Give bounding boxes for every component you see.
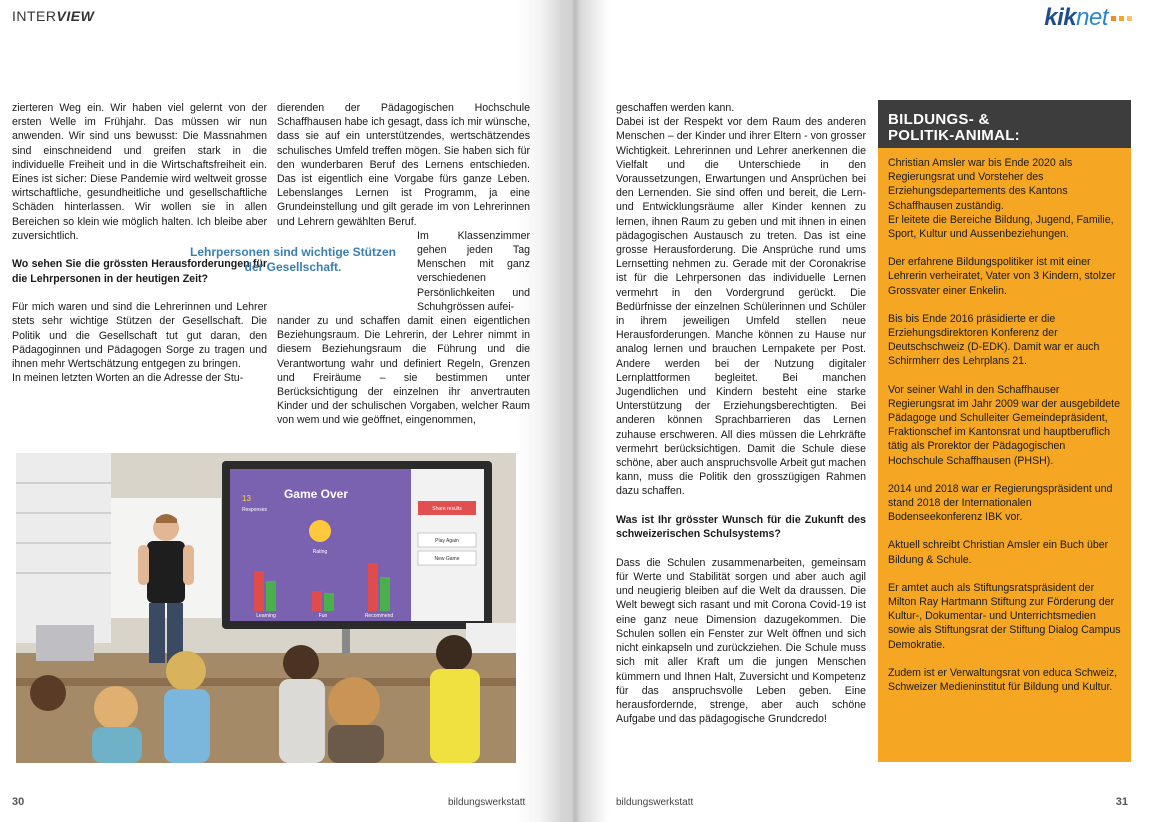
sidebar-body [878, 148, 1131, 716]
article-column-3 [616, 101, 866, 726]
paragraph: Dass die Schulen zusammenarbeiten, gemeinsam für Werte und Stabilität sorgen und aber auch agil und neugierig bleiben auf die Welt da draussen. Die Welt bewegt sich rasant und mit Corona Covid-19 ist eine ganz neue Dimension dazugekommen. Die Schulen sollen ein Fenster zur Welt öffnen und sich nicht einkapseln und zurückziehen. Die Schule muss sich mit aller Kraft um die jungen Menschen kümmern und Ihnen Halt, Zuversicht und Kompetenz für das anspruchsvolle Leben geben. Eine herausfordernde, strenge, aber auch schöne Aufgabe und das pädagogische Grundcredo! [616, 556, 866, 726]
section-tag-bold: VIEW [56, 8, 95, 24]
paragraph: In meinen letzten Worten an die Adresse der Stu- [12, 372, 244, 385]
interview-question: Was ist Ihr grösster Wunsch für die Zukunft des schweizerischen Schulsystems? [616, 513, 866, 541]
screen-label-fun: Fun [318, 613, 328, 619]
classroom-photo [16, 453, 516, 763]
sidebar-paragraph: Der erfahrene Bildungspolitiker ist mit einer Lehrerin verheiratet, Vater von 3 Kindern, stolzer Grossvater einer Enkelin. [888, 256, 1116, 297]
screen-label-learning: Learning [256, 613, 276, 619]
paragraph: Für mich waren und sind die Lehrerinnen und Lehrer stets sehr wichtige Stützen der Gesellschaft. Die Politik und die Gesellschaft tut gut daran, den Pädagoginnen und Pädagogen Sorge zu tragen und ihnen mehr Wertschätzung entgegen zu bringen. [12, 301, 267, 371]
screen-count-label: Responses [242, 507, 268, 513]
sidebar-paragraph: Er amtet auch als Stiftungsratspräsident der Milton Ray Hartmann Stiftung zur Förderung der Kultur-, Dokumentar- und Unterrichtsmedien sowie als Stiftungsrat der Stiftung Dialog Campus Demokratie. [888, 581, 1121, 651]
paragraph: geschaffen werden kann. [616, 102, 735, 114]
sidebar-paragraph: Zudem ist er Verwaltungsrat von educa Schweiz, Schweizer Medieninstitut für Bildung und Kultur. [888, 666, 1118, 694]
sidebar-header [878, 100, 1131, 148]
section-tag [12, 8, 94, 24]
logo-dots-icon [1111, 16, 1132, 21]
footer-publication: bildungswerkstatt [616, 797, 694, 808]
logo-net: net [1076, 4, 1108, 31]
section-tag-light: INTER [12, 8, 57, 24]
screen-label-rating: Rating [312, 549, 328, 555]
sidebar-paragraph: Bis bis Ende 2016 präsidierte er die Erziehungsdirektoren Konferenz der Deutschschweiz (D-EDK). Damit war er auch Schirmherr des Lehrplans 21. [888, 312, 1100, 368]
paragraph: Dabei ist der Respekt vor dem Raum des anderen Menschen – der Kinder und ihrer Eltern - von grosser Wichtigkeit. Lehrerinnen und Lehrer anerkennen die Vielfalt und die Unterschiede in den Voraussetzungen, Erwartungen und Ansprüchen bei den Lernenden. Sie sind offen und bereit, die Lern- und Entwicklungsräume aller Kinder kennen zu lernen, ihnen Raum zu geben und mit ihnen in einen pädagogischen Austausch zu treten. Das ist eine grosse Herausforderung. Die Ansprüche rund ums Lernsetting nehmen zu. Gerade mit der Coronakrise ist für die Lehrpersonen das individuelle Lernen vermehrt in den Vordergrund gerückt. Die Bedürfnisse der einzelnen Schülerinnen und Schüler in ihrem jeweiligen Umfeld stellen neue Herausforderungen. Manche können zu Hause nur analog lernen und brauchen Lernpakete per Post. Andere werden bei der Nutzung digitaler Lernplattformen begleitet. Bei manchen Jugendlichen und Kindern besteht eine starke Unterstützung der Erziehungsberechtigten. Bei anderen können Sprachbarrieren das Lernen zuhause erschweren. All dies müssen die Lehrkräfte vermehrt berücksichtigen. Damit die Schule diese schöne, aber auch anspruchsvolle Arbeit gut machen kann, muss die Politik den grosszügigen Rahmen dazu schaffen. [616, 116, 866, 498]
footer-publication: bildungswerkstatt [448, 797, 526, 808]
screen-button-share: Share results [432, 506, 462, 512]
article-column-1 [12, 101, 267, 385]
sidebar-paragraph: Christian Amsler war bis Ende 2020 als Regierungsrat und Vorsteher des Erziehungsdepartements des Kantons Schaffhausen zuständig. Er leitete die Bereiche Bildung, Jugend, Familie, Sport, Kultur und Aussenbeziehungen. [888, 157, 1114, 241]
interview-question: Wo sehen Sie die grössten Herausforderungen für die Lehrpersonen in der heutigen Zeit? [12, 258, 267, 285]
pull-quote: Lehrpersonen sind wichtige Stützen der Gesellschaft. [189, 245, 397, 274]
page-number: 31 [1115, 796, 1128, 808]
left-page [0, 0, 560, 822]
classroom-photo-illustration [16, 453, 516, 763]
sidebar-paragraph: 2014 und 2018 war er Regierungspräsident und stand 2018 der Internationalen Bodenseekonferenz IBK vor. [888, 482, 1113, 524]
screen-count: 13 [242, 494, 251, 503]
paragraph: nander zu und schaffen damit einen eigentlichen Beziehungsraum. Die Lehrerin, der Lehrer nimmt in diesem Beziehungsraum die Führung und die Verantwortung wahr und definiert Regeln, Grenzen und Freiräume – sie bestimmen unter Berücksichtigung der einzelnen ihr anvertrauten Kinder und der schulischen Vorgaben, welcher Raum von wem und wie geöffnet, eingenommen, [277, 315, 530, 427]
screen-button-new: New Game [434, 556, 460, 562]
paragraph: Im Klassenzimmer gehen jeden Tag Menschen mit ganz verschiedenen Persönlichkeiten und Schuhgrössen aufei- [417, 229, 530, 313]
bio-sidebar [878, 100, 1131, 762]
screen-title: Game Over [283, 487, 349, 501]
screen-label-recommend: Recommend [364, 613, 394, 619]
sidebar-paragraph: Aktuell schreibt Christian Amsler ein Buch über Bildung & Schule. [888, 539, 1109, 566]
book-gutter [540, 0, 610, 822]
screen-button-play: Play Again [435, 538, 459, 544]
sidebar-title-line2: POLITIK-ANIMAL: [888, 127, 1020, 144]
paragraph: zierteren Weg ein. Wir haben viel gelernt von der ersten Welle im Frühjahr. Das müssen wir nun anwenden. Wir sind uns bewusst: Die Massnahmen sind einschneidend und greifen stark in die individuelle Freiheit und in die Wirtschaftsfreiheit ein. Eines ist sicher: Diese Pandemie wird weltweit grosse wirtschaftliche, gesundheitliche und gesellschaftliche Schäden hinterlassen. Wir wollen sie in allen Bereichen so klein wie möglich halten. Ich bleibe aber zuversichtlich. [12, 102, 267, 242]
kiknet-logo [1044, 4, 1132, 32]
logo-kik: kik [1044, 4, 1077, 31]
sidebar-title-line1: BILDUNGS- & [888, 111, 990, 128]
paragraph: dierenden der Pädagogischen Hochschule Schaffhausen habe ich gesagt, dass ich mir wünsche, dass sie auf ein unterstützendes, wertschätzendes schulisches Umfeld treffen mögen. Sie haben sich für den wunderbaren Beruf des Lernens entschieden. Das ist eigentlich eine Vorgabe fürs ganze Leben. Lebenslanges Lernen ist Programm, ja eine Grundeinstellung und gilt gerade im von Lehrerinnen und Lehrern gewählten Beruf. [277, 102, 530, 228]
sidebar-paragraph: Vor seiner Wahl in den Schaffhauser Regierungsrat im Jahr 2009 war der ausgebildete Pädagoge und Schulleiter Gemeindepräsident, Fraktionschef im Kantonsrat und hauptberuflich tätig als Prorektor der Pädagogischen Hochschule Schaffhausen (PHSH). [888, 383, 1121, 467]
page-number: 30 [12, 796, 25, 808]
